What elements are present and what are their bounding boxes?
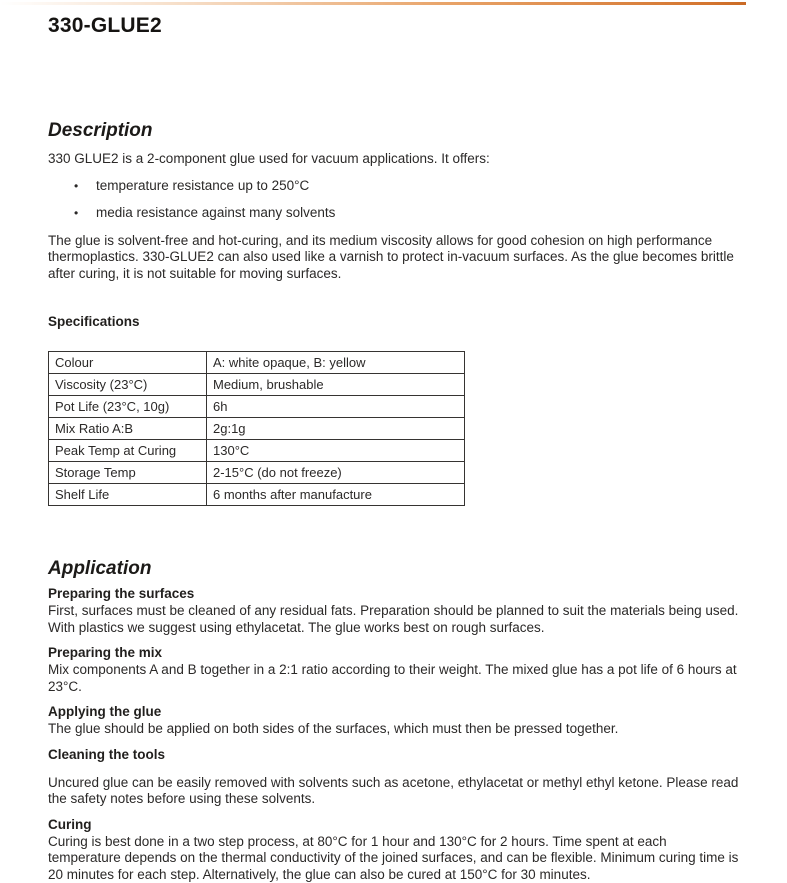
table-row (49, 440, 465, 462)
specifications-heading: Specifications (48, 314, 741, 330)
spec-value: 130°C (207, 440, 465, 462)
spec-label: Viscosity (23°C) (49, 374, 207, 396)
subsection-title: Cleaning the tools (48, 747, 741, 763)
list-item (48, 205, 741, 222)
spec-value: Medium, brushable (207, 374, 465, 396)
accent-stripe (0, 2, 746, 5)
application-subsection-applying-glue (48, 704, 741, 738)
application-subsection-cleaning-tools (48, 747, 741, 808)
bullet-icon: • (74, 178, 78, 195)
page-title: 330-GLUE2 (48, 0, 741, 39)
application-section-heading: Application (48, 556, 741, 581)
spec-label: Pot Life (23°C, 10g) (49, 396, 207, 418)
bullet-text: media resistance against many solvents (96, 205, 335, 220)
application-subsection-curing (48, 817, 741, 883)
spec-label: Colour (49, 352, 207, 374)
subsection-body: The glue should be applied on both sides of the surfaces, which must then be pressed together. (48, 721, 741, 738)
bullet-text: temperature resistance up to 250°C (96, 178, 309, 193)
spec-value: 6 months after manufacture (207, 484, 465, 506)
specifications-table (48, 351, 465, 506)
spec-value: 2g:1g (207, 418, 465, 440)
subsection-title: Curing (48, 817, 741, 833)
subsection-body: First, surfaces must be cleaned of any residual fats. Preparation should be planned to suit the materials being used. With plastics we suggest using ethylacetat. The glue works best on rough surfaces. (48, 603, 741, 636)
description-bullet-list (48, 178, 741, 222)
spec-label: Mix Ratio A:B (49, 418, 207, 440)
subsection-title: Preparing the mix (48, 645, 741, 661)
spec-value: A: white opaque, B: yellow (207, 352, 465, 374)
table-row (49, 352, 465, 374)
spec-label: Peak Temp at Curing (49, 440, 207, 462)
subsection-body: Curing is best done in a two step process, at 80°C for 1 hour and 130°C for 2 hours. Time spent at each temperature depends on the thermal conductivity of the joined surfaces, and can be flexible. Minimum curing time is 20 minutes for each step. Alternatively, the glue can also be cured at 150°C for 30 minutes. (48, 834, 741, 883)
table-row (49, 484, 465, 506)
application-subsection-preparing-mix (48, 645, 741, 695)
subsection-title: Applying the glue (48, 704, 741, 720)
table-row (49, 396, 465, 418)
subsection-body: Uncured glue can be easily removed with solvents such as acetone, ethylacetat or methyl ethyl ketone. Please read the safety notes before using these solvents. (48, 775, 741, 808)
table-row (49, 374, 465, 396)
description-body-text: The glue is solvent-free and hot-curing, and its medium viscosity allows for good cohesion on high performance thermoplastics. 330-GLUE2 can also used like a varnish to protect in-vacuum surfaces. As the glue becomes brittle after curing, it is not suitable for moving surfaces. (48, 233, 741, 283)
subsection-body: Mix components A and B together in a 2:1 ratio according to their weight. The mixed glue has a pot life of 6 hours at 23°C. (48, 662, 741, 695)
description-section-heading: Description (48, 118, 741, 143)
application-subsection-preparing-surfaces (48, 586, 741, 636)
table-row (49, 418, 465, 440)
spec-value: 6h (207, 396, 465, 418)
subsection-title: Preparing the surfaces (48, 586, 741, 602)
table-row (49, 462, 465, 484)
spec-value: 2-15°C (do not freeze) (207, 462, 465, 484)
bullet-icon: • (74, 205, 78, 222)
description-intro-text: 330 GLUE2 is a 2-component glue used for vacuum applications. It offers: (48, 151, 741, 168)
spec-label: Storage Temp (49, 462, 207, 484)
spec-label: Shelf Life (49, 484, 207, 506)
list-item (48, 178, 741, 195)
